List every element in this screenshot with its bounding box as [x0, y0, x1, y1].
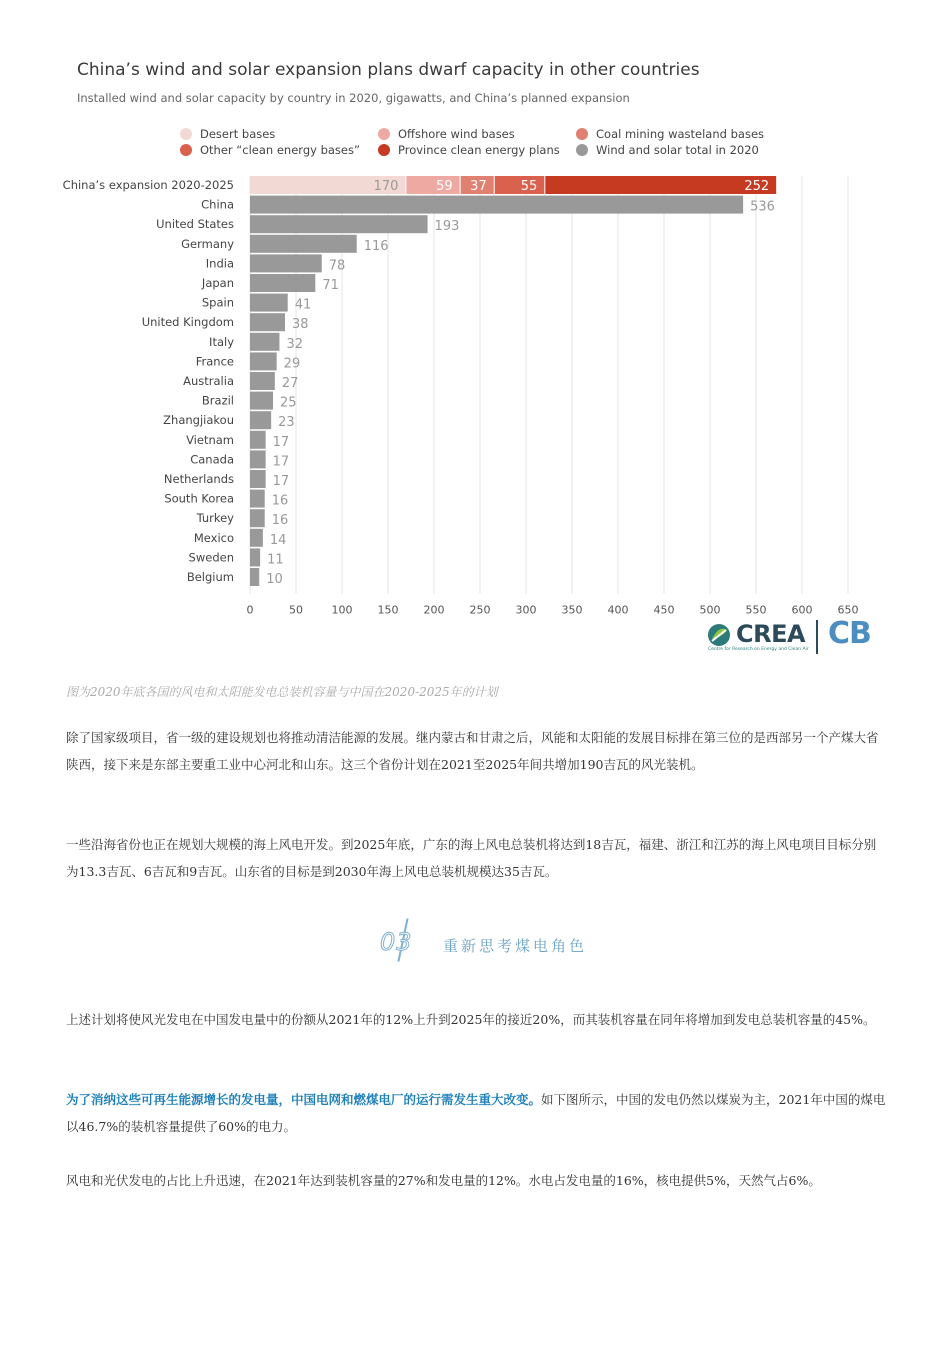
paragraph-2: 一些沿海省份也正在规划大规模的海上风电开发。到2025年底，广东的海上风电总装机将达到18吉瓦，福建、浙江和江苏的海上风电项目目标分别为13.3吉瓦、6吉瓦和9吉瓦。山东省的目标是到2030年海上风电总装机规模达35吉瓦。 — [66, 837, 877, 879]
category-label-canada: Canada — [190, 452, 234, 467]
bar-mexico — [250, 529, 263, 547]
expansion-segment-label-2: 37 — [470, 179, 487, 194]
legend-item-total-2020: Wind and solar total in 2020 — [576, 143, 759, 157]
x-tick-label-450: 450 — [653, 603, 675, 615]
expansion-segment-label-1: 59 — [436, 179, 453, 194]
legend-item-offshore: Offshore wind bases — [378, 127, 515, 141]
bar-brazil — [250, 392, 273, 410]
x-tick-label-250: 250 — [469, 603, 491, 615]
bar-vietnam — [250, 431, 266, 449]
legend-swatch-other-bases — [180, 144, 192, 156]
value-label-mexico: 14 — [269, 532, 287, 548]
category-label-china: China — [201, 197, 234, 212]
bar-china — [250, 196, 743, 214]
bar-chart — [0, 170, 950, 615]
x-tick-label-400: 400 — [607, 603, 629, 615]
legend-swatch-offshore — [378, 128, 390, 140]
paragraph-1: 除了国家级项目，省一级的建设规划也将推动清洁能源的发展。继内蒙古和甘肃之后，风能和太阳能的发展目标排在第三位的是西部另一个产煤大省陕西，接下来是东部主要重工业中心河北和山东。这三个省份计划在2021至2025年间共增加190吉瓦的风光装机。 — [66, 730, 879, 772]
paragraph-4-highlight: 为了消纳这些可再生能源增长的发电量，中国电网和燃煤电厂的运行需发生重大改变。 — [66, 1092, 542, 1107]
expansion-segment-label-0: 170 — [373, 179, 399, 194]
category-label-turkey: Turkey — [196, 511, 234, 526]
value-label-netherlands: 17 — [272, 474, 290, 489]
value-label-australia: 27 — [281, 376, 299, 391]
category-label-vietnam: Vietnam — [186, 432, 234, 447]
value-label-italy: 32 — [286, 336, 303, 352]
value-label-canada: 17 — [272, 454, 290, 470]
bar-belgium — [250, 568, 259, 586]
category-label-france: France — [195, 354, 234, 369]
value-label-china: 536 — [750, 199, 775, 215]
paragraph-3: 上述计划将使风光发电在中国发电量中的份额从2021年的12%上升到2025年的接近20%，而其装机容量在同年将增加到发电总装机容量的45%。 — [66, 1012, 876, 1027]
category-label-south-korea: South Korea — [164, 491, 234, 506]
bar-turkey — [250, 509, 265, 527]
x-tick-label-500: 500 — [699, 603, 721, 615]
x-tick-label-0: 0 — [246, 603, 254, 615]
x-tick-label-650: 650 — [837, 603, 859, 615]
category-label-brazil: Brazil — [201, 393, 234, 408]
section-title: 重新思考煤电角色 — [443, 937, 588, 955]
bar-sweden — [250, 548, 260, 566]
bar-spain — [250, 294, 288, 312]
logo-divider — [816, 620, 818, 654]
x-tick-label-200: 200 — [423, 603, 445, 615]
value-label-united-kingdom: 38 — [291, 317, 309, 333]
chart-title: China’s wind and solar expansion plans dwarf capacity in other countries — [77, 60, 700, 80]
legend-item-province: Province clean energy plans — [378, 143, 560, 157]
category-label-spain: Spain — [201, 295, 234, 310]
bar-germany — [250, 235, 357, 253]
category-label-sweden: Sweden — [188, 550, 234, 565]
bar-australia — [250, 372, 275, 390]
bar-zhangjiakou — [250, 411, 271, 429]
category-label-mexico: Mexico — [193, 530, 234, 545]
bar-canada — [250, 450, 266, 468]
legend-item-desert: Desert bases — [180, 127, 275, 141]
category-label-germany: Germany — [181, 236, 234, 251]
cb-logo: CB — [828, 616, 871, 651]
expansion-bar-segment-4 — [545, 176, 776, 194]
bar-japan — [250, 274, 315, 292]
chart-card — [0, 0, 950, 670]
value-label-vietnam: 17 — [272, 434, 290, 450]
crea-logo-text: CREA — [736, 620, 806, 648]
crea-logo-subtitle: Centre for Research on Energy and Clean Air — [708, 647, 809, 652]
category-label-australia: Australia — [183, 374, 234, 388]
x-tick-label-300: 300 — [515, 603, 537, 615]
value-label-south-korea: 16 — [271, 493, 289, 509]
category-label-expansion: China’s expansion 2020-2025 — [62, 178, 234, 192]
legend-swatch-total-2020 — [576, 144, 588, 156]
section-heading — [380, 918, 620, 968]
x-tick-label-550: 550 — [745, 603, 767, 615]
chart-subtitle: Installed wind and solar capacity by country in 2020, gigawatts, and China’s planned expansion — [77, 91, 630, 105]
value-label-spain: 41 — [294, 297, 312, 313]
value-label-france: 29 — [283, 356, 301, 372]
x-tick-label-50: 50 — [289, 603, 303, 615]
legend-swatch-desert — [180, 128, 192, 140]
bar-italy — [250, 333, 279, 351]
bar-south-korea — [250, 490, 265, 508]
category-label-india: India — [205, 256, 234, 271]
value-label-sweden: 11 — [267, 552, 284, 568]
category-label-japan: Japan — [201, 276, 234, 290]
legend-item-other-bases: Other “clean energy bases” — [180, 143, 360, 157]
value-label-brazil: 25 — [280, 395, 297, 411]
x-tick-label-600: 600 — [791, 603, 813, 615]
crea-leaf-icon — [706, 622, 734, 648]
category-label-united-kingdom: United Kingdom — [141, 315, 234, 330]
section-number: 03 — [380, 928, 413, 956]
category-label-united-states: United States — [156, 217, 234, 232]
x-tick-label-100: 100 — [331, 603, 353, 615]
value-label-belgium: 10 — [266, 572, 283, 587]
category-label-italy: Italy — [209, 334, 234, 349]
legend-swatch-coal-wasteland — [576, 128, 588, 140]
legend-item-coal-wasteland: Coal mining wasteland bases — [576, 127, 764, 141]
value-label-germany: 116 — [363, 238, 389, 254]
chart-legend — [180, 127, 880, 163]
bar-united-states — [250, 215, 428, 233]
crea-logo — [706, 620, 809, 656]
category-label-belgium: Belgium — [186, 570, 234, 584]
x-tick-label-350: 350 — [561, 603, 583, 615]
expansion-segment-label-4: 252 — [744, 179, 770, 194]
legend-swatch-province — [378, 144, 390, 156]
bar-france — [250, 352, 277, 370]
category-label-zhangjiakou: Zhangjiakou — [163, 413, 234, 428]
figure-caption: 图为2020年底各国的风电和太阳能发电总装机容量与中国在2020-2025年的计划 — [66, 685, 498, 699]
expansion-segment-label-3: 55 — [520, 179, 538, 194]
value-label-turkey: 16 — [271, 513, 289, 529]
bar-united-kingdom — [250, 313, 285, 331]
paragraph-4 — [66, 1086, 886, 1140]
paragraph-5: 风电和光伏发电的占比上升迅速，在2021年达到装机容量的27%和发电量的12%。水电占发电量的16%，核电提供5%，天然气占6%。 — [66, 1173, 821, 1188]
paragraph-4-rest: 如下图所示，中国的发电仍然以煤炭为主，2021年中国的煤电以46.7%的装机容量提供了60%的电力。 — [66, 1092, 886, 1134]
value-label-united-states: 193 — [434, 219, 460, 235]
category-label-netherlands: Netherlands — [163, 472, 234, 486]
bar-india — [250, 254, 322, 272]
value-label-india: 78 — [328, 258, 346, 274]
value-label-zhangjiakou: 23 — [278, 415, 295, 431]
x-tick-label-150: 150 — [377, 603, 399, 615]
value-label-japan: 71 — [322, 278, 339, 293]
bar-netherlands — [250, 470, 266, 488]
